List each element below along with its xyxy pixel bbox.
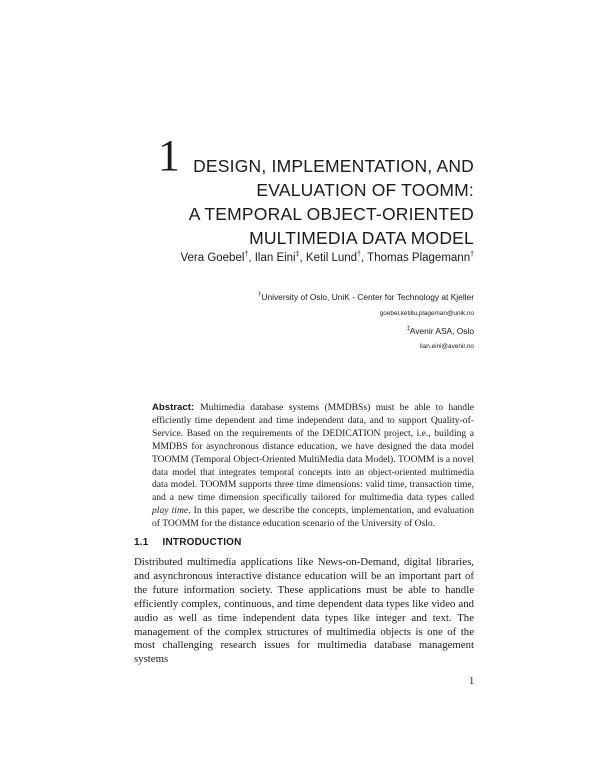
title-line: MULTIMEDIA DATA MODEL [249, 228, 474, 248]
affiliation-mark: † [357, 251, 361, 258]
author-list: Vera Goebel†, Ilan Eini‡, Ketil Lund†, Thomas Plagemann† [180, 251, 474, 264]
affiliation-mark: † [470, 251, 474, 258]
author-name: Ketil Lund [305, 251, 358, 264]
affiliation-1-email: goebel,ketillu,plageman@unik.no [379, 310, 474, 317]
abstract-emphasis: play time [152, 505, 189, 517]
section-heading [134, 537, 242, 548]
abstract-label: Abstract: [152, 402, 195, 413]
author-name: Ilan Eini [254, 251, 296, 264]
chapter-title [144, 154, 474, 250]
title-line: A TEMPORAL OBJECT-ORIENTED [188, 204, 474, 224]
author-name: Vera Goebel [180, 251, 245, 264]
affiliation-1: †University of Oslo, UniK - Center for Technology at Kjeller [258, 292, 474, 302]
affiliation-2-email: ilan.eini@avenir.no [419, 343, 474, 350]
affiliation-mark: ‡ [295, 251, 300, 258]
affiliation-mark: † [244, 251, 249, 258]
affiliation-2: ‡Avenir ASA, Oslo [406, 326, 474, 336]
section-title: INTRODUCTION [162, 537, 242, 548]
title-line: DESIGN, IMPLEMENTATION, AND [193, 156, 474, 176]
chapter-number: 1 [158, 131, 180, 180]
title-line: EVALUATION OF TOOMM: [256, 180, 474, 200]
author-name: Thomas Plagemann [367, 251, 471, 264]
page-number: 1 [469, 676, 475, 687]
body-paragraph: Distributed multimedia applications like News-on-Demand, digital libraries, and asynchronous interactive distance education will be an important part of the future information society. These applications must be able to handle efficiently complex, continuous, and time dependent data types like video and audio as well as time independent data types like integer and text. The management of the complex structures of multimedia objects is one of the most challenging research issues for multimedia database management systems [134, 556, 474, 666]
section-number: 1.1 [134, 537, 149, 548]
abstract: Abstract: Multimedia database systems (MMDBSs) must be able to handle efficiently time dependent and time independent data, and to support Quality-of-Service. Based on the requirements of the DEDICATION project, i.e., building a MMDBS for asynchronous distance education, we have designed the data model TOOMM (Temporal Object-Oriented MultiMedia data Model). TOOMM is a novel data model that integrates temporal concepts into an object-oriented multimedia data model. TOOMM supports three time dimensions: valid time, transaction time, and a new time dimension specifically tailored for multimedia data types called play time. In this paper, we describe the concepts, implementation, and evaluation of TOOMM for the distance education scenario of the University of Oslo. [152, 402, 474, 530]
